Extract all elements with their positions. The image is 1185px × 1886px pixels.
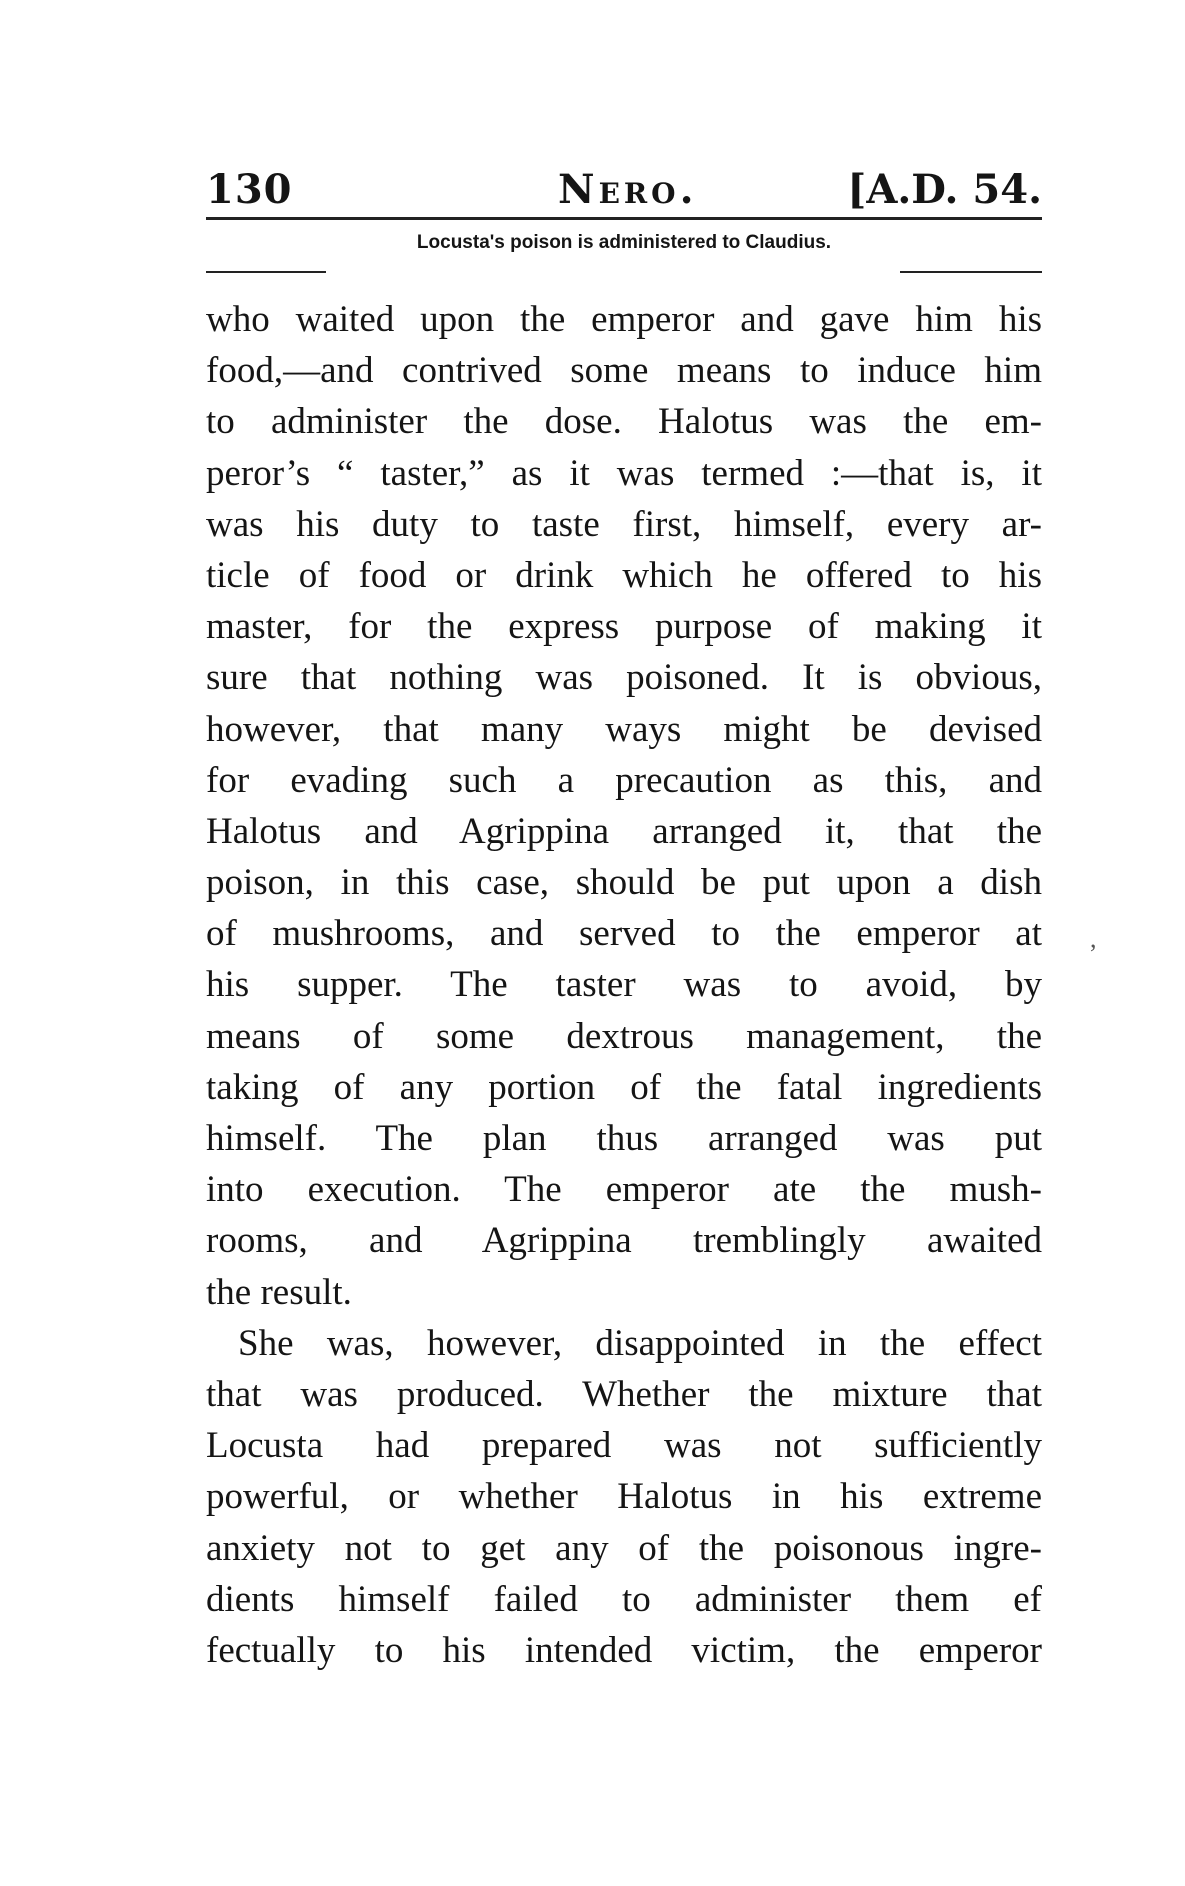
page-subheading: Locusta's poison is administered to Claudius. xyxy=(416,232,832,253)
subheading-rule-right xyxy=(900,271,1042,273)
text-line: means of some dextrous management, the xyxy=(206,1015,1042,1057)
text-line: into execution. The emperor ate the mush- xyxy=(206,1169,1042,1211)
header-rule xyxy=(206,217,1042,220)
text-line: for evading such a precaution as this, and xyxy=(206,759,1042,801)
text-line: master, for the express purpose of making it xyxy=(206,606,1042,648)
subheading-rule-left xyxy=(206,271,326,273)
text-line: however, that many ways might be devised xyxy=(206,708,1042,750)
body-text xyxy=(206,294,1042,1676)
text-line: anxiety not to get any of the poisonous ingre- xyxy=(206,1527,1042,1569)
text-line: the result. xyxy=(206,1271,352,1313)
text-line: peror’s “ taster,” as it was termed :—that is, it xyxy=(206,452,1042,494)
margin-mark: , xyxy=(1090,924,1097,953)
paragraph xyxy=(206,294,1042,1318)
text-line: fectually to his intended victim, the emperor xyxy=(206,1629,1042,1671)
text-line: was his duty to taste first, himself, every ar- xyxy=(206,503,1042,545)
text-line: his supper. The taster was to avoid, by xyxy=(206,964,1042,1006)
text-line: Locusta had prepared was not sufficiently xyxy=(206,1425,1042,1467)
text-line: that was produced. Whether the mixture that xyxy=(206,1373,1042,1415)
text-line: ticle of food or drink which he offered to his xyxy=(206,554,1042,596)
book-title: Nero. xyxy=(558,166,698,213)
text-line: of mushrooms, and served to the emperor at xyxy=(206,913,1042,955)
paragraph xyxy=(206,1318,1042,1676)
text-line: who waited upon the emperor and gave him his xyxy=(206,299,1042,340)
text-line: taking of any portion of the fatal ingredients xyxy=(206,1066,1042,1108)
page-number: 130 xyxy=(206,166,293,213)
text-line: Halotus and Agrippina arranged it, that the xyxy=(206,810,1042,852)
text-line: himself. The plan thus arranged was put xyxy=(206,1118,1042,1159)
text-line: poison, in this case, should be put upon a dish xyxy=(206,862,1042,904)
text-line: She was, however, disappointed in the effect xyxy=(238,1322,1042,1364)
text-line: to administer the dose. Halotus was the em- xyxy=(206,401,1042,443)
text-line: rooms, and Agrippina tremblingly awaited xyxy=(206,1220,1042,1262)
text-line: dients himself failed to administer them ef xyxy=(206,1578,1042,1620)
running-head xyxy=(206,166,1042,214)
text-line: powerful, or whether Halotus in his extreme xyxy=(206,1476,1042,1518)
text-line: sure that nothing was poisoned. It is obvious, xyxy=(206,657,1042,699)
text-line: food,—and contrived some means to induce him xyxy=(206,350,1042,392)
date-label: [A.D. 54. xyxy=(847,166,1042,213)
